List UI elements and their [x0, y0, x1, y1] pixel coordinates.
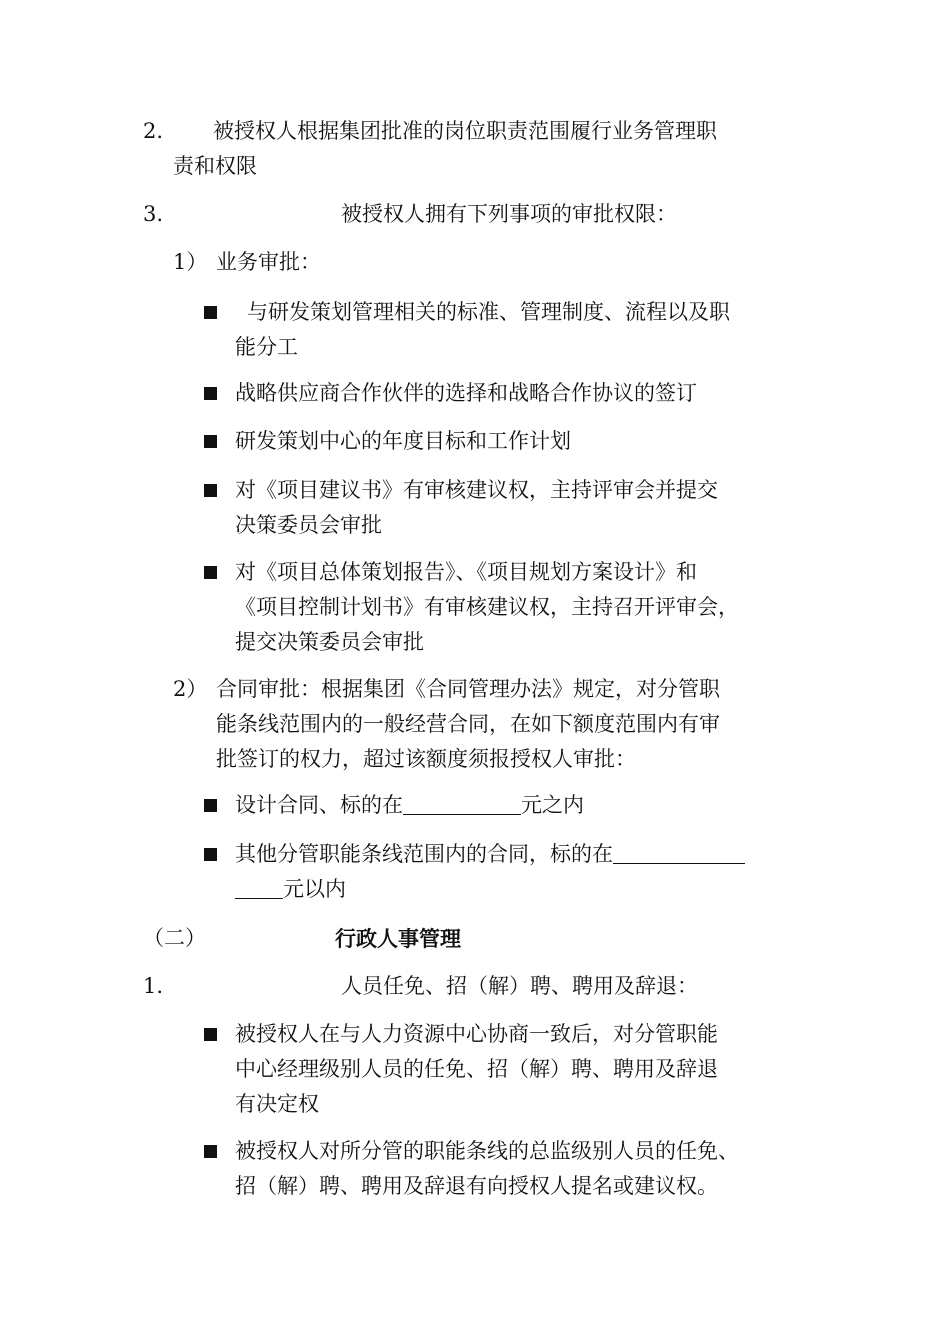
square-bullet-icon — [204, 1145, 217, 1158]
bullet-text-line: 被授权人在与人力资源中心协商一致后，对分管职能 — [235, 1022, 718, 1046]
sub-item-number: 2） — [173, 677, 208, 701]
amount-blank-field[interactable] — [613, 841, 745, 864]
amount-blank-field-continued[interactable] — [235, 876, 283, 899]
bullet-text-line: 《项目控制计划书》有审核建议权，主持召开评审会， — [235, 595, 739, 619]
bullet-item — [0, 1134, 950, 1204]
item-text-line: 责和权限 — [173, 154, 257, 178]
square-bullet-icon — [204, 799, 217, 812]
bullet-item — [0, 788, 950, 823]
numbered-item-1 — [0, 969, 950, 1004]
square-bullet-icon — [204, 566, 217, 579]
square-bullet-icon — [204, 306, 217, 319]
bullet-text-line: 研发策划中心的年度目标和工作计划 — [235, 429, 571, 453]
numbered-item-2 — [0, 114, 950, 184]
section-heading — [0, 921, 950, 956]
amount-blank-field[interactable] — [403, 792, 521, 815]
bullet-item — [0, 376, 950, 411]
item-number: 3. — [143, 202, 164, 226]
sub-item-1 — [0, 245, 950, 280]
bullet-text-line: 招（解）聘、聘用及辞退有向授权人提名或建议权。 — [235, 1174, 718, 1198]
sub-item-number: 1） — [173, 250, 208, 274]
bullet-text-line: 战略供应商合作伙伴的选择和战略合作协议的签订 — [235, 381, 697, 405]
bullet-item — [0, 295, 950, 365]
bullet-text-prefix: 设计合同、标的在 — [235, 793, 403, 817]
bullet-text-line: 能分工 — [235, 335, 298, 359]
bullet-text-line: 对《项目总体策划报告》、《项目规划方案设计》和 — [235, 560, 697, 584]
item-number: 1. — [143, 974, 164, 998]
item-number: 2. — [143, 119, 164, 143]
sub-item-text: 批签订的权力，超过该额度须报授权人审批： — [216, 747, 636, 771]
square-bullet-icon — [204, 848, 217, 861]
item-text-line: 人员任免、招（解）聘、聘用及辞退： — [341, 974, 698, 998]
bullet-text-suffix: 元以内 — [283, 877, 346, 901]
square-bullet-icon — [204, 387, 217, 400]
sub-item-2 — [0, 672, 950, 777]
item-text-line: 被授权人拥有下列事项的审批权限： — [341, 202, 677, 226]
bullet-text-line — [235, 837, 835, 872]
item-text-line: 被授权人根据集团批准的岗位职责范围履行业务管理职 — [213, 119, 717, 143]
section-title: 行政人事管理 — [335, 926, 461, 951]
bullet-text-line: 被授权人对所分管的职能条线的总监级别人员的任免、 — [235, 1139, 739, 1163]
bullet-item — [0, 555, 950, 660]
bullet-text-line: 与研发策划管理相关的标准、管理制度、流程以及职 — [247, 300, 730, 324]
bullet-text-line — [235, 788, 835, 823]
sub-item-text: 合同审批：根据集团《合同管理办法》规定，对分管职 — [216, 677, 720, 701]
square-bullet-icon — [204, 484, 217, 497]
bullet-text-line: 有决定权 — [235, 1092, 319, 1116]
section-number: （二） — [143, 926, 206, 950]
sub-item-text: 能条线范围内的一般经营合同，在如下额度范围内有审 — [216, 712, 720, 736]
bullet-text-line: 提交决策委员会审批 — [235, 630, 424, 654]
numbered-item-3 — [0, 197, 950, 232]
bullet-item — [0, 473, 950, 543]
bullet-item — [0, 424, 950, 459]
bullet-text-line — [235, 872, 835, 907]
bullet-item — [0, 837, 950, 907]
square-bullet-icon — [204, 435, 217, 448]
bullet-text-line: 中心经理级别人员的任免、招（解）聘、聘用及辞退 — [235, 1057, 718, 1081]
square-bullet-icon — [204, 1028, 217, 1041]
sub-item-text: 业务审批： — [216, 250, 321, 274]
bullet-text-suffix: 元之内 — [521, 793, 584, 817]
bullet-text-line: 对《项目建议书》有审核建议权，主持评审会并提交 — [235, 478, 718, 502]
bullet-text-prefix: 其他分管职能条线范围内的合同，标的在 — [235, 842, 613, 866]
bullet-text-line: 决策委员会审批 — [235, 513, 382, 537]
bullet-item — [0, 1017, 950, 1122]
